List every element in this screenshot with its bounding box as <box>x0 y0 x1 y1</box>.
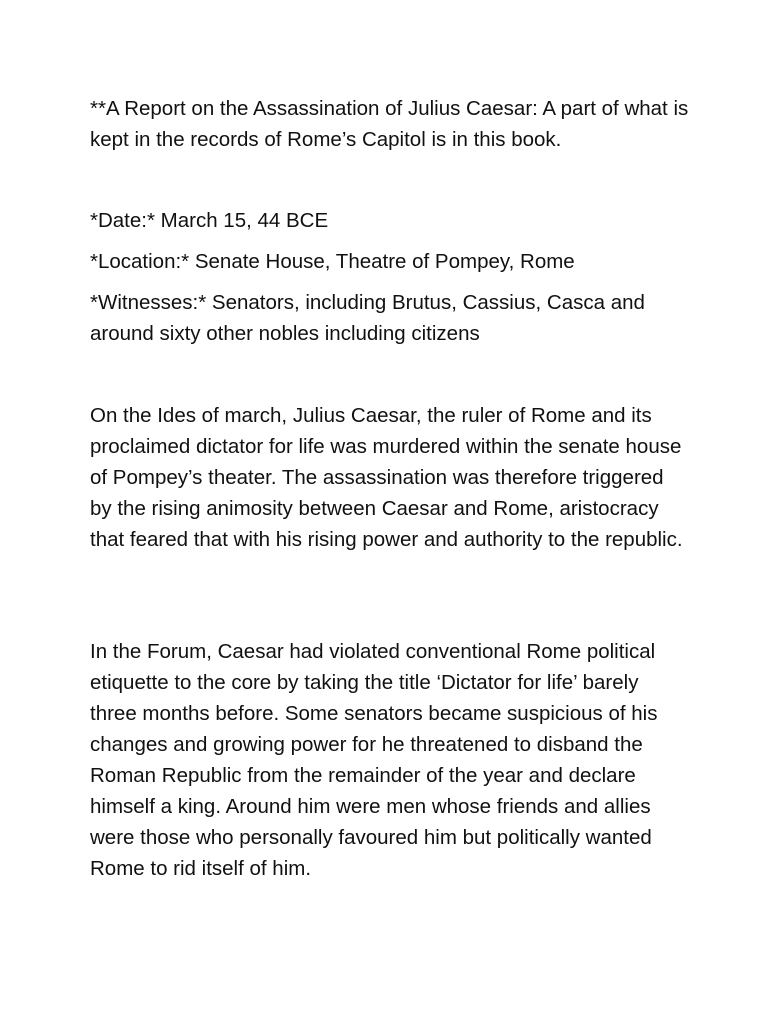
location-line: *Location:* Senate House, Theatre of Pompey, Rome <box>90 250 575 273</box>
date-line: *Date:* March 15, 44 BCE <box>90 209 329 232</box>
report-title: **A Report on the Assassination of Julius Caesar: A part of what is kept in the records of Rome’s Capitol is in this book. <box>90 97 689 151</box>
body-paragraph: In the Forum, Caesar had violated conventional Rome political etiquette to the core by taking the title ‘Dictator for life’ barely three months before. Some senators became suspicious of his changes and growing power for he threatened to disband the Roman Republic from the remainder of the year and declare himself a king. Around him were men whose friends and allies were those who personally favoured him but politically wanted Rome to rid itself of him. <box>90 640 658 880</box>
body-paragraph: On the Ides of march, Julius Caesar, the ruler of Rome and its proclaimed dictator for life was murdered within the senate house of Pompey’s theater. The assassination was therefore triggered by the rising animosity between Caesar and Rome, aristocracy that feared that with his rising power and authority to the republic. <box>90 404 683 551</box>
witnesses-line: *Witnesses:* Senators, including Brutus, Cassius, Casca and around sixty other nobles including citizens <box>90 291 645 345</box>
